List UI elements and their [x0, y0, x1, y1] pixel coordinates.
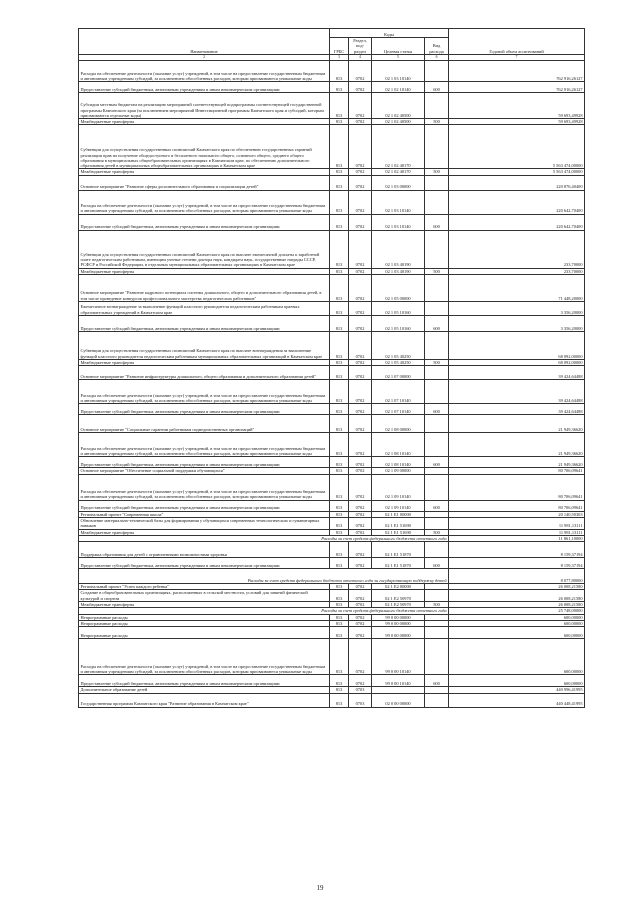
table-row — [79, 517, 585, 529]
row-razdel: 0702 — [349, 433, 372, 457]
row-vr: 600 — [425, 82, 449, 93]
table-row — [79, 316, 585, 332]
row-name: Предоставление субсидий бюджетным, автономным учреждениям и иным некоммерческим организациям — [79, 558, 330, 569]
table-row — [79, 500, 585, 511]
row-vr — [425, 93, 449, 119]
row-grbs: 813 — [330, 380, 349, 404]
row-sum: 233,70000 — [449, 230, 585, 268]
row-cs: 02 1 05 10160 — [372, 302, 425, 316]
row-sum: 80 706,09641 — [449, 468, 585, 474]
header-num: 3 — [330, 54, 349, 60]
row-note: Расходы за счет средств федерального бюджета отчетного года за государственную поддержку детей — [79, 569, 449, 584]
row-cs: 02 1 02 40500 — [372, 93, 425, 119]
row-cs: 02 1 03 40190 — [372, 268, 425, 274]
row-grbs: 813 — [330, 404, 349, 415]
row-name: Непрограммные расходы — [79, 627, 330, 639]
row-razdel: 0702 — [349, 542, 372, 558]
header-num: 4 — [349, 54, 372, 60]
row-grbs: 813 — [330, 190, 349, 214]
row-grbs: 813 — [330, 175, 349, 190]
row-sum: 11 981,13111 — [449, 529, 585, 535]
row-name: Предоставление субсидий бюджетным, автономным учреждениям и иным некоммерческим организациям — [79, 404, 330, 415]
row-grbs: 813 — [330, 82, 349, 93]
row-vr: 600 — [425, 558, 449, 569]
row-grbs: 813 — [330, 620, 349, 626]
row-cs: 02 1 Е2 00000 — [372, 584, 425, 590]
row-sum: 600,00000 — [449, 620, 585, 626]
row-sum: 11 861,10000 — [449, 535, 585, 541]
row-grbs: 813 — [330, 316, 349, 332]
row-vr: 600 — [425, 675, 449, 687]
row-name: Межбюджетные трансферты — [79, 529, 330, 535]
row-grbs: 813 — [330, 125, 349, 169]
row-grbs: 813 — [330, 468, 349, 474]
row-name: Расходы на обеспечение деятельности (оказание услуг) учреждений, в том числе на предоставление государственным бюджетным и автономным учреждениям субсидий, за исключением обособленных расходов, которым присваиваются уникальные коды — [79, 639, 330, 675]
table-row — [79, 366, 585, 380]
row-razdel: 0702 — [349, 230, 372, 268]
row-vr — [425, 366, 449, 380]
row-razdel: 0703 — [349, 693, 372, 707]
row-sum: 600,00000 — [449, 627, 585, 639]
row-sum: 762 916,26127 — [449, 61, 585, 82]
row-name: Расходы на обеспечение деятельности (оказание услуг) учреждений, в том числе на предоставление государственным бюджетным и автономным учреждениям субсидий, за исключением обособленных расходов, которым присваиваются уникальные коды — [79, 380, 330, 404]
row-cs: 02 1 07 00000 — [372, 366, 425, 380]
row-sum: 5 563 474,00000 — [449, 169, 585, 175]
row-grbs: 813 — [330, 614, 349, 620]
row-cs: 02 1 Е2 50970 — [372, 590, 425, 602]
row-razdel: 0702 — [349, 457, 372, 468]
row-sum: 8 077,80000 — [449, 569, 585, 584]
row-name: Основное мероприятие "Обеспечение социальной поддержки обучающихся" — [79, 468, 330, 474]
row-razdel: 0702 — [349, 175, 372, 190]
row-cs: 02 1 Е1 51870 — [372, 558, 425, 569]
row-vr — [425, 125, 449, 169]
row-cs: 02 1 08 10140 — [372, 457, 425, 468]
row-grbs: 813 — [330, 558, 349, 569]
row-sum: 11 981,13111 — [449, 517, 585, 529]
table-row — [79, 190, 585, 214]
row-grbs: 813 — [330, 93, 349, 119]
table-row — [79, 474, 585, 500]
row-grbs: 813 — [330, 693, 349, 707]
header-sum: Годовой объем ассигнований — [449, 29, 585, 55]
row-cs: 02 1 03 10140 — [372, 190, 425, 214]
row-cs: 02 1 09 00000 — [372, 468, 425, 474]
row-sum: 762 916,26127 — [449, 82, 585, 93]
row-vr: 500 — [425, 119, 449, 125]
row-cs: 99 0 00 10140 — [372, 675, 425, 687]
row-cs: 02 0 00 00000 — [372, 693, 425, 707]
row-grbs: 813 — [330, 119, 349, 125]
row-cs: 99 0 00 10140 — [372, 639, 425, 675]
row-grbs: 813 — [330, 687, 349, 693]
row-name: Основное мероприятие "Развитие сферы дополнительного образования и социализации детей" — [79, 175, 330, 190]
row-razdel: 0702 — [349, 275, 372, 302]
row-name: Создание в общеобразовательных организациях, расположенных в сельской местности, условий для занятий физической культурой и спортом — [79, 590, 330, 602]
row-grbs: 813 — [330, 529, 349, 535]
row-grbs: 813 — [330, 302, 349, 316]
row-name: Государственная программа Камчатского края "Развитие образования в Камчатском крае" — [79, 693, 330, 707]
row-sum: 600,00000 — [449, 675, 585, 687]
row-grbs: 813 — [330, 517, 349, 529]
table-row — [79, 433, 585, 457]
row-name: Межбюджетные трансферты — [79, 169, 330, 175]
row-grbs: 813 — [330, 415, 349, 433]
table-row — [79, 230, 585, 268]
row-sum: 59 693,49928 — [449, 93, 585, 119]
row-sum: 26 008,21580 — [449, 590, 585, 602]
row-sum: 3 356,20000 — [449, 316, 585, 332]
row-vr: 600 — [425, 316, 449, 332]
row-name: Предоставление субсидий бюджетным, автономным учреждениям и иным некоммерческим организациям — [79, 457, 330, 468]
row-razdel: 0702 — [349, 82, 372, 93]
row-name: Ежемесячное вознаграждение за выполнение функций классного руководителя педагогическим работникам краевых образовательных учреждений в Камчатском крае — [79, 302, 330, 316]
row-cs: 02 1 03 00000 — [372, 175, 425, 190]
row-name: Региональный проект "Современная школа" — [79, 511, 330, 517]
row-grbs: 813 — [330, 584, 349, 590]
row-sum: 80 706,09641 — [449, 474, 585, 500]
row-vr — [425, 474, 449, 500]
table-row — [79, 457, 585, 468]
row-sum: 59 693,49928 — [449, 119, 585, 125]
row-cs: 02 1 02 10140 — [372, 82, 425, 93]
row-cs: 02 1 07 10140 — [372, 404, 425, 415]
row-grbs: 813 — [330, 268, 349, 274]
row-cs: 02 1 08 00000 — [372, 415, 425, 433]
table-row — [79, 627, 585, 639]
row-sum: 80 706,09641 — [449, 500, 585, 511]
row-cs: 02 1 05 10160 — [372, 316, 425, 332]
row-razdel: 0702 — [349, 360, 372, 366]
table-row — [79, 590, 585, 602]
row-cs: 02 1 03 10140 — [372, 61, 425, 82]
row-sum: 21 949,36620 — [449, 457, 585, 468]
row-cs: 99 0 00 00000 — [372, 627, 425, 639]
row-name: Основное мероприятие "Развитие кадрового потенциала системы дошкольного, общего и дополнительного образования детей, в том числе проведение конкурсов профессионального мастерства педагогических работников" — [79, 275, 330, 302]
row-note: Расходы за счет средств федерального бюджета отчетного года — [79, 608, 449, 614]
table-row — [79, 332, 585, 360]
row-razdel: 0702 — [349, 474, 372, 500]
row-cs: 02 1 02 40170 — [372, 125, 425, 169]
header-razdel: Раздел, под-раздел — [349, 38, 372, 55]
table-row — [79, 542, 585, 558]
row-razdel: 0702 — [349, 380, 372, 404]
row-name: Межбюджетные трансферты — [79, 268, 330, 274]
row-vr — [425, 517, 449, 529]
row-cs: 02 1 Е1 51870 — [372, 542, 425, 558]
row-razdel: 0702 — [349, 517, 372, 529]
table-row — [79, 275, 585, 302]
header-codes: Коды — [330, 29, 449, 38]
table-row — [79, 404, 585, 415]
row-grbs: 813 — [330, 542, 349, 558]
row-name: Поддержка образования для детей с ограниченными возможностями здоровья — [79, 542, 330, 558]
row-cs: 02 1 Е1 51690 — [372, 529, 425, 535]
header-grbs: ГРБС — [330, 38, 349, 55]
row-vr — [425, 415, 449, 433]
row-name: Межбюджетные трансферты — [79, 602, 330, 608]
header-vr: Вид расхода — [425, 38, 449, 55]
row-grbs: 813 — [330, 230, 349, 268]
row-cs: 02 1 Е2 50970 — [372, 602, 425, 608]
row-razdel: 0702 — [349, 602, 372, 608]
row-name: Обновление материально-технической базы для формирования у обучающихся современных технологических и гуманитарных навыков — [79, 517, 330, 529]
row-sum: 25 748,00000 — [449, 608, 585, 614]
row-cs: 02 1 02 40500 — [372, 119, 425, 125]
row-sum: 20 140,50303 — [449, 511, 585, 517]
row-razdel: 0702 — [349, 316, 372, 332]
row-cs: 02 1 03 10140 — [372, 214, 425, 230]
row-grbs: 813 — [330, 275, 349, 302]
row-vr: 600 — [425, 214, 449, 230]
row-sum: 8 159,37194 — [449, 558, 585, 569]
row-razdel: 0702 — [349, 639, 372, 675]
table-row — [79, 415, 585, 433]
row-grbs: 813 — [330, 61, 349, 82]
page-number: 19 — [316, 884, 324, 892]
row-cs: 02 1 09 10140 — [372, 500, 425, 511]
row-razdel: 0702 — [349, 415, 372, 433]
row-grbs: 813 — [330, 675, 349, 687]
row-razdel: 0702 — [349, 614, 372, 620]
row-name: Дополнительное образование детей — [79, 687, 330, 693]
row-cs: 02 1 07 10140 — [372, 380, 425, 404]
row-grbs: 813 — [330, 500, 349, 511]
row-vr: 500 — [425, 268, 449, 274]
row-name: Предоставление субсидий бюджетным, автономным учреждениям и иным некоммерческим организациям — [79, 316, 330, 332]
row-sum: 39 424,64488 — [449, 366, 585, 380]
table-row — [79, 175, 585, 190]
row-razdel: 0702 — [349, 93, 372, 119]
row-vr: 600 — [425, 457, 449, 468]
row-vr: 500 — [425, 529, 449, 535]
row-grbs: 813 — [330, 511, 349, 517]
row-name: Расходы на обеспечение деятельности (оказание услуг) учреждений, в том числе на предоставление государственным бюджетным и автономным учреждениям субсидий, за исключением обособленных расходов, которым присваиваются уникальные коды — [79, 190, 330, 214]
row-razdel: 0702 — [349, 584, 372, 590]
row-vr: 600 — [425, 404, 449, 415]
budget-table — [78, 28, 585, 708]
row-name: Основное мероприятие "Социальные гарантии работникам подведомственных организаций" — [79, 415, 330, 433]
row-grbs: 813 — [330, 602, 349, 608]
row-name: Региональный проект "Успех каждого ребенка" — [79, 584, 330, 590]
row-razdel: 0702 — [349, 268, 372, 274]
row-cs: 02 1 03 40190 — [372, 230, 425, 268]
row-sum: 39 424,64488 — [449, 380, 585, 404]
row-razdel: 0702 — [349, 332, 372, 360]
row-razdel: 0702 — [349, 302, 372, 316]
table-header — [79, 29, 585, 61]
row-sum: 5 563 474,00000 — [449, 125, 585, 169]
table-row — [79, 675, 585, 687]
row-razdel: 0703 — [349, 687, 372, 693]
row-razdel: 0702 — [349, 529, 372, 535]
table-row — [79, 639, 585, 675]
row-razdel: 0702 — [349, 119, 372, 125]
row-razdel: 0702 — [349, 214, 372, 230]
row-sum: 71 448,20000 — [449, 275, 585, 302]
row-name: Расходы на обеспечение деятельности (оказание услуг) учреждений, в том числе на предоставление государственным бюджетным и автономным учреждениям субсидий, за исключением обособленных расходов, которым присваиваются уникальные коды — [79, 474, 330, 500]
row-grbs: 813 — [330, 590, 349, 602]
row-grbs: 813 — [330, 627, 349, 639]
row-vr — [425, 590, 449, 602]
row-sum: 8 159,37194 — [449, 542, 585, 558]
table-row — [79, 693, 585, 707]
row-name: Межбюджетные трансферты — [79, 360, 330, 366]
header-cs: Целевая статья — [372, 38, 425, 55]
row-razdel: 0702 — [349, 404, 372, 415]
row-razdel: 0702 — [349, 169, 372, 175]
table-row — [79, 125, 585, 169]
row-cs: 02 1 09 10140 — [372, 474, 425, 500]
row-razdel: 0702 — [349, 511, 372, 517]
row-vr — [425, 302, 449, 316]
row-name: Субвенции для осуществления государственных полномочий Камчатского края по выплате вознаграждения за выполнение функций классного руководителя педагогическим работникам муниципальных образовательных организаций в Камчатском крае — [79, 332, 330, 360]
row-vr — [425, 433, 449, 457]
row-grbs: 813 — [330, 360, 349, 366]
row-sum: 68 092,00000 — [449, 332, 585, 360]
row-sum: 68 092,00000 — [449, 360, 585, 366]
row-vr: 500 — [425, 602, 449, 608]
row-sum: 21 949,36620 — [449, 433, 585, 457]
row-razdel: 0702 — [349, 675, 372, 687]
row-sum: 3 356,20000 — [449, 302, 585, 316]
row-vr — [425, 190, 449, 214]
header-name: Наименование — [79, 29, 330, 55]
row-name: Непрограммные расходы — [79, 620, 330, 626]
row-name: Расходы на обеспечение деятельности (оказание услуг) учреждений, в том числе на предоставление государственным бюджетным и автономным учреждениям субсидий, за исключением обособленных расходов, которым присваиваются уникальные коды — [79, 433, 330, 457]
row-sum: 440 448,41995 — [449, 693, 585, 707]
row-name: Межбюджетные трансферты — [79, 119, 330, 125]
row-cs: 02 1 05 40250 — [372, 360, 425, 366]
table-row — [79, 82, 585, 93]
row-vr — [425, 61, 449, 82]
row-grbs: 813 — [330, 332, 349, 360]
row-razdel: 0702 — [349, 125, 372, 169]
row-vr — [425, 542, 449, 558]
row-name: Предоставление субсидий бюджетным, автономным учреждениям и иным некоммерческим организациям — [79, 500, 330, 511]
row-name: Субвенции для осуществления государственных полномочий Камчатского края по выплате ежемесячной доплаты к заработной плате педагогическим работникам, имеющим ученые степени доктора наук, кандидата наук, государственные награды СССР, РСФСР и Российской Федерации, в отдельных муниципальных образовательных организациях в Камчатском крае — [79, 230, 330, 268]
header-num: 6 — [425, 54, 449, 60]
row-cs: 02 1 02 40170 — [372, 169, 425, 175]
row-vr — [425, 230, 449, 268]
row-razdel: 0702 — [349, 590, 372, 602]
row-vr — [425, 275, 449, 302]
row-grbs: 813 — [330, 433, 349, 457]
row-grbs: 813 — [330, 169, 349, 175]
table-row — [79, 93, 585, 119]
row-sum: 220 642,70400 — [449, 214, 585, 230]
row-razdel: 0702 — [349, 558, 372, 569]
row-name: Субвенции для осуществления государственных полномочий Камчатского края по обеспечению государственных гарантий реализации прав на получение общедоступного и бесплатного начального общего, основного общего, среднего общего образования в муниципальных общеобразовательных организациях в Камчатском крае, по обеспечению дополнительного образования детей в муниципальных общеобразовательных организациях в Камчатском крае — [79, 125, 330, 169]
row-vr — [425, 639, 449, 675]
row-vr — [425, 175, 449, 190]
header-num: 2 — [79, 54, 330, 60]
row-cs: 02 1 Е1 00000 — [372, 511, 425, 517]
table-row — [79, 380, 585, 404]
row-vr — [425, 693, 449, 707]
row-sum: 26 008,21580 — [449, 584, 585, 590]
row-razdel: 0702 — [349, 366, 372, 380]
row-sum: 600,00000 — [449, 614, 585, 620]
table-row — [79, 302, 585, 316]
row-sum: 440 996,41995 — [449, 687, 585, 693]
row-name: Субсидии местным бюджетам на реализацию мероприятий соответствующей подпрограммы соответствующей государственной программы Камчатского края (за исключением мероприятий Инвестиционной программы Камчатского края и субсидий, которым присваиваются отдельные коды) — [79, 93, 330, 119]
row-grbs: 813 — [330, 366, 349, 380]
row-sum: 21 949,36620 — [449, 415, 585, 433]
row-name: Расходы на обеспечение деятельности (оказание услуг) учреждений, в том числе на предоставление государственным бюджетным и автономным учреждениям субсидий, за исключением обособленных расходов, которым присваиваются уникальные коды — [79, 61, 330, 82]
row-razdel: 0702 — [349, 620, 372, 626]
row-cs: 02 1 Е1 51690 — [372, 517, 425, 529]
row-name: Предоставление субсидий бюджетным, автономным учреждениям и иным некоммерческим организациям — [79, 82, 330, 93]
row-vr — [425, 380, 449, 404]
row-sum: 600,00000 — [449, 639, 585, 675]
row-razdel: 0702 — [349, 468, 372, 474]
row-vr: 500 — [425, 360, 449, 366]
row-name: Основное мероприятие "Развитие инфраструктуры дошкольного, общего образования и дополнительного образования детей" — [79, 366, 330, 380]
header-num: 7 — [449, 54, 585, 60]
table-note-row — [79, 569, 585, 584]
row-grbs: 813 — [330, 214, 349, 230]
row-grbs: 813 — [330, 457, 349, 468]
row-note: Расходы за счет средств федерального бюджета отчетного года — [79, 535, 449, 541]
row-razdel: 0702 — [349, 627, 372, 639]
row-cs: 99 0 00 00000 — [372, 614, 425, 620]
row-vr — [425, 332, 449, 360]
row-name: Предоставление субсидий бюджетным, автономным учреждениям и иным некоммерческим организациям — [79, 675, 330, 687]
row-sum: 233,70000 — [449, 268, 585, 274]
row-vr: 600 — [425, 500, 449, 511]
row-cs: 02 1 08 10140 — [372, 433, 425, 457]
row-sum: 220 876,40400 — [449, 175, 585, 190]
table-row — [79, 61, 585, 82]
row-razdel: 0702 — [349, 190, 372, 214]
row-vr — [425, 627, 449, 639]
row-grbs: 813 — [330, 474, 349, 500]
row-sum: 26 008,21580 — [449, 602, 585, 608]
table-row — [79, 214, 585, 230]
row-razdel: 0702 — [349, 61, 372, 82]
row-cs: 02 1 05 40250 — [372, 332, 425, 360]
table-body — [79, 61, 585, 707]
row-sum: 220 642,70400 — [449, 190, 585, 214]
header-num: 5 — [372, 54, 425, 60]
row-cs: 02 1 05 00000 — [372, 275, 425, 302]
row-grbs: 813 — [330, 639, 349, 675]
row-name: Непрограммные расходы — [79, 614, 330, 620]
row-razdel: 0702 — [349, 500, 372, 511]
row-vr: 500 — [425, 169, 449, 175]
table-row — [79, 558, 585, 569]
row-cs: 99 0 00 00000 — [372, 620, 425, 626]
row-name: Предоставление субсидий бюджетным, автономным учреждениям и иным некоммерческим организациям — [79, 214, 330, 230]
row-sum: 39 424,64488 — [449, 404, 585, 415]
